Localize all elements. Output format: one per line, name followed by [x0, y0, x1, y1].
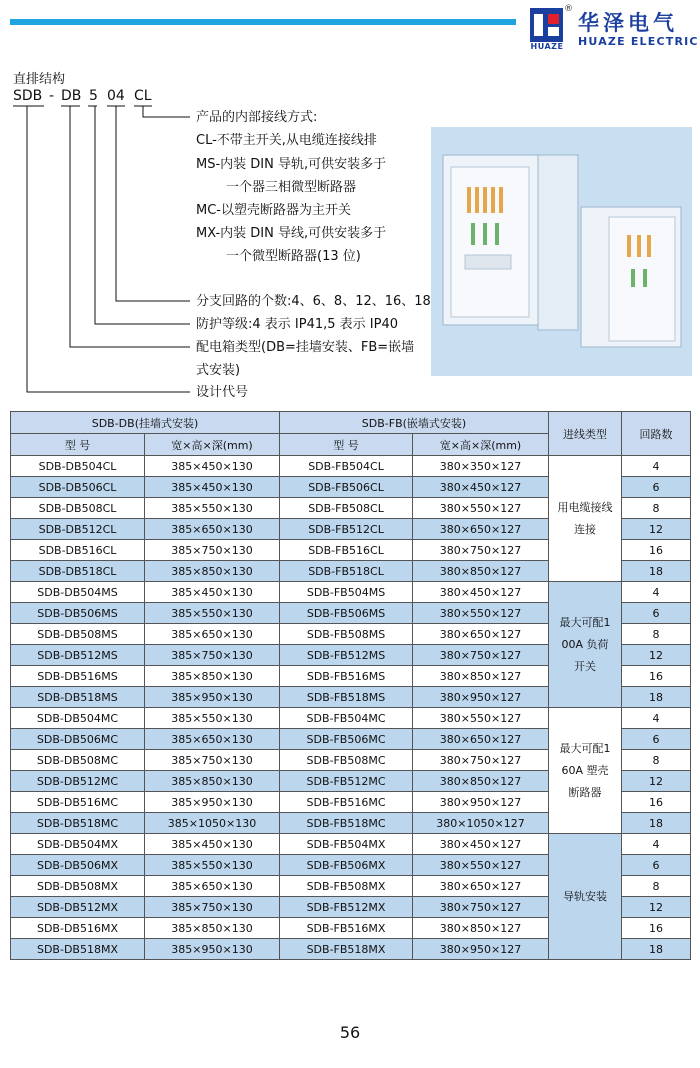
db-size-cell: 385×450×130	[145, 834, 280, 855]
db-model-cell: SDB-DB506MS	[11, 603, 145, 624]
fb-model-cell: SDB-FB512MX	[280, 897, 413, 918]
fb-size-cell: 380×550×127	[413, 603, 549, 624]
db-model-cell: SDB-DB506CL	[11, 477, 145, 498]
db-size-cell: 385×550×130	[145, 855, 280, 876]
fb-model-cell: SDB-FB508MS	[280, 624, 413, 645]
circuit-count-cell: 18	[622, 939, 691, 960]
circuit-count-cell: 6	[622, 729, 691, 750]
db-model-cell: SDB-DB508MC	[11, 750, 145, 771]
wiring-title: 产品的内部接线方式:	[196, 110, 318, 125]
wiring-option-mc: MC-以塑壳断路器为主开关	[196, 203, 351, 218]
db-model-cell: SDB-DB518CL	[11, 561, 145, 582]
fb-model-cell: SDB-FB516MS	[280, 666, 413, 687]
fb-model-cell: SDB-FB504CL	[280, 456, 413, 477]
circuit-count-cell: 12	[622, 771, 691, 792]
fb-size-cell: 380×750×127	[413, 897, 549, 918]
db-size-cell: 385×450×130	[145, 582, 280, 603]
circuit-count-cell: 8	[622, 624, 691, 645]
db-model-cell: SDB-DB506MC	[11, 729, 145, 750]
fb-size-cell: 380×650×127	[413, 624, 549, 645]
db-size-cell: 385×750×130	[145, 540, 280, 561]
circuit-count-cell: 4	[622, 456, 691, 477]
fb-model-cell: SDB-FB504MC	[280, 708, 413, 729]
circuit-count-cell: 4	[622, 582, 691, 603]
db-model-cell: SDB-DB516CL	[11, 540, 145, 561]
fb-model-cell: SDB-FB506MS	[280, 603, 413, 624]
db-model-cell: SDB-DB508MS	[11, 624, 145, 645]
db-size-cell: 385×850×130	[145, 771, 280, 792]
table-row	[11, 582, 691, 603]
code-part-db: DB	[61, 88, 82, 104]
wiring-option-ms: MS-内装 DIN 导轨,可供安装多于	[196, 157, 387, 172]
db-model-cell: SDB-DB508CL	[11, 498, 145, 519]
header-db-model: 型 号	[11, 434, 145, 456]
code-part-sdb: SDB	[13, 88, 43, 104]
fb-size-cell: 380×450×127	[413, 477, 549, 498]
fb-size-cell: 380×850×127	[413, 666, 549, 687]
db-size-cell: 385×950×130	[145, 792, 280, 813]
fb-model-cell: SDB-FB504MX	[280, 834, 413, 855]
fb-model-cell: SDB-FB508CL	[280, 498, 413, 519]
inlet-type-cell: 用电缆接线连接	[549, 456, 622, 582]
protection-desc: 防护等级:4 表示 IP41,5 表示 IP40	[196, 317, 399, 332]
fb-model-cell: SDB-FB516MX	[280, 918, 413, 939]
fb-model-cell: SDB-FB516CL	[280, 540, 413, 561]
db-size-cell: 385×550×130	[145, 498, 280, 519]
fb-model-cell: SDB-FB508MX	[280, 876, 413, 897]
header-circuits: 回路数	[622, 412, 691, 456]
fb-model-cell: SDB-FB518MS	[280, 687, 413, 708]
fb-model-cell: SDB-FB518MX	[280, 939, 413, 960]
circuit-count-cell: 6	[622, 855, 691, 876]
circuits-desc: 分支回路的个数:4、6、8、12、16、18	[196, 294, 431, 309]
db-model-cell: SDB-DB512MX	[11, 897, 145, 918]
db-size-cell: 385×850×130	[145, 666, 280, 687]
fb-size-cell: 380×650×127	[413, 876, 549, 897]
box-type-desc-cont: 式安装)	[196, 363, 241, 378]
db-model-cell: SDB-DB516MS	[11, 666, 145, 687]
db-size-cell: 385×850×130	[145, 918, 280, 939]
table-row	[11, 456, 691, 477]
fb-model-cell: SDB-FB508MC	[280, 750, 413, 771]
fb-size-cell: 380×950×127	[413, 792, 549, 813]
header-db: SDB-DB(挂墙式安装)	[11, 412, 280, 434]
fb-model-cell: SDB-FB518CL	[280, 561, 413, 582]
design-code-desc: 设计代号	[196, 385, 249, 400]
circuit-count-cell: 6	[622, 603, 691, 624]
logo-text: HUAZE	[530, 42, 564, 51]
header-inlet-type: 进线类型	[549, 412, 622, 456]
box-type-desc: 配电箱类型(DB=挂墙安装、FB=嵌墙	[196, 340, 415, 355]
db-model-cell: SDB-DB508MX	[11, 876, 145, 897]
circuit-count-cell: 18	[622, 687, 691, 708]
brand-name-cn: 华泽电气	[578, 11, 678, 35]
fb-model-cell: SDB-FB516MC	[280, 792, 413, 813]
db-size-cell: 385×750×130	[145, 645, 280, 666]
db-model-cell: SDB-DB504MX	[11, 834, 145, 855]
table-row	[11, 834, 691, 855]
header-fb-model: 型 号	[280, 434, 413, 456]
circuit-count-cell: 16	[622, 666, 691, 687]
fb-size-cell: 380×1050×127	[413, 813, 549, 834]
fb-size-cell: 380×550×127	[413, 498, 549, 519]
table-row	[11, 708, 691, 729]
circuit-count-cell: 6	[622, 477, 691, 498]
wiring-option-mx-cont: 一个微型断路器(13 位)	[226, 249, 361, 264]
inlet-type-cell: 导轨安装	[549, 834, 622, 960]
product-photo	[431, 127, 692, 376]
fb-size-cell: 380×650×127	[413, 729, 549, 750]
circuit-count-cell: 12	[622, 645, 691, 666]
db-size-cell: 385×950×130	[145, 939, 280, 960]
db-size-cell: 385×550×130	[145, 708, 280, 729]
code-part-protection: 5	[89, 88, 98, 104]
db-size-cell: 385×650×130	[145, 624, 280, 645]
header-fb-size: 宽×高×深(mm)	[413, 434, 549, 456]
fb-model-cell: SDB-FB512CL	[280, 519, 413, 540]
fb-size-cell: 380×850×127	[413, 918, 549, 939]
db-model-cell: SDB-DB516MC	[11, 792, 145, 813]
circuit-count-cell: 8	[622, 876, 691, 897]
spec-table	[10, 411, 691, 960]
db-model-cell: SDB-DB512MS	[11, 645, 145, 666]
db-model-cell: SDB-DB512CL	[11, 519, 145, 540]
inlet-type-cell: 最大可配100A 负荷开关	[549, 582, 622, 708]
circuit-count-cell: 18	[622, 561, 691, 582]
fb-size-cell: 380×550×127	[413, 708, 549, 729]
inlet-type-cell: 最大可配160A 塑壳断路器	[549, 708, 622, 834]
fb-size-cell: 380×950×127	[413, 687, 549, 708]
fb-size-cell: 380×950×127	[413, 939, 549, 960]
circuit-count-cell: 12	[622, 897, 691, 918]
registered-mark: ®	[564, 4, 573, 14]
db-size-cell: 385×450×130	[145, 477, 280, 498]
fb-model-cell: SDB-FB512MC	[280, 771, 413, 792]
db-size-cell: 385×450×130	[145, 456, 280, 477]
circuit-count-cell: 8	[622, 498, 691, 519]
circuit-count-cell: 4	[622, 834, 691, 855]
db-size-cell: 385×850×130	[145, 561, 280, 582]
fb-model-cell: SDB-FB506CL	[280, 477, 413, 498]
circuit-count-cell: 16	[622, 540, 691, 561]
brand-name-en: HUAZE ELECTRIC	[578, 35, 699, 48]
fb-size-cell: 380×350×127	[413, 456, 549, 477]
code-part-circuits: 04	[107, 88, 125, 104]
circuit-count-cell: 18	[622, 813, 691, 834]
fb-model-cell: SDB-FB506MC	[280, 729, 413, 750]
header-fb: SDB-FB(嵌墙式安装)	[280, 412, 549, 434]
db-size-cell: 385×650×130	[145, 729, 280, 750]
fb-size-cell: 380×750×127	[413, 540, 549, 561]
page-number: 56	[339, 1023, 361, 1042]
fb-size-cell: 380×550×127	[413, 855, 549, 876]
wiring-option-cl: CL-不带主开关,从电缆连接线排	[196, 133, 377, 148]
fb-size-cell: 380×750×127	[413, 645, 549, 666]
db-size-cell: 385×650×130	[145, 519, 280, 540]
wiring-option-ms-cont: 一个器三相微型断路器	[226, 180, 357, 195]
fb-size-cell: 380×650×127	[413, 519, 549, 540]
db-size-cell: 385×550×130	[145, 603, 280, 624]
code-part-wiring: CL	[134, 88, 152, 104]
db-model-cell: SDB-DB516MX	[11, 918, 145, 939]
code-dash: -	[49, 88, 55, 104]
db-model-cell: SDB-DB504MS	[11, 582, 145, 603]
fb-size-cell: 380×850×127	[413, 771, 549, 792]
circuit-count-cell: 8	[622, 750, 691, 771]
db-size-cell: 385×750×130	[145, 897, 280, 918]
circuit-count-cell: 4	[622, 708, 691, 729]
db-size-cell: 385×650×130	[145, 876, 280, 897]
circuit-count-cell: 16	[622, 792, 691, 813]
db-model-cell: SDB-DB512MC	[11, 771, 145, 792]
db-size-cell: 385×1050×130	[145, 813, 280, 834]
fb-model-cell: SDB-FB512MS	[280, 645, 413, 666]
db-model-cell: SDB-DB518MX	[11, 939, 145, 960]
fb-model-cell: SDB-FB504MS	[280, 582, 413, 603]
db-size-cell: 385×750×130	[145, 750, 280, 771]
header-db-size: 宽×高×深(mm)	[145, 434, 280, 456]
fb-size-cell: 380×450×127	[413, 582, 549, 603]
db-model-cell: SDB-DB518MS	[11, 687, 145, 708]
wiring-option-mx: MX-内装 DIN 导线,可供安装多于	[196, 226, 387, 241]
db-model-cell: SDB-DB504CL	[11, 456, 145, 477]
db-model-cell: SDB-DB506MX	[11, 855, 145, 876]
circuit-count-cell: 16	[622, 918, 691, 939]
fb-model-cell: SDB-FB518MC	[280, 813, 413, 834]
fb-size-cell: 380×850×127	[413, 561, 549, 582]
fb-model-cell: SDB-FB506MX	[280, 855, 413, 876]
section-title: 直排结构	[13, 72, 66, 87]
db-model-cell: SDB-DB504MC	[11, 708, 145, 729]
fb-size-cell: 380×750×127	[413, 750, 549, 771]
db-size-cell: 385×950×130	[145, 687, 280, 708]
circuit-count-cell: 12	[622, 519, 691, 540]
db-model-cell: SDB-DB518MC	[11, 813, 145, 834]
fb-size-cell: 380×450×127	[413, 834, 549, 855]
